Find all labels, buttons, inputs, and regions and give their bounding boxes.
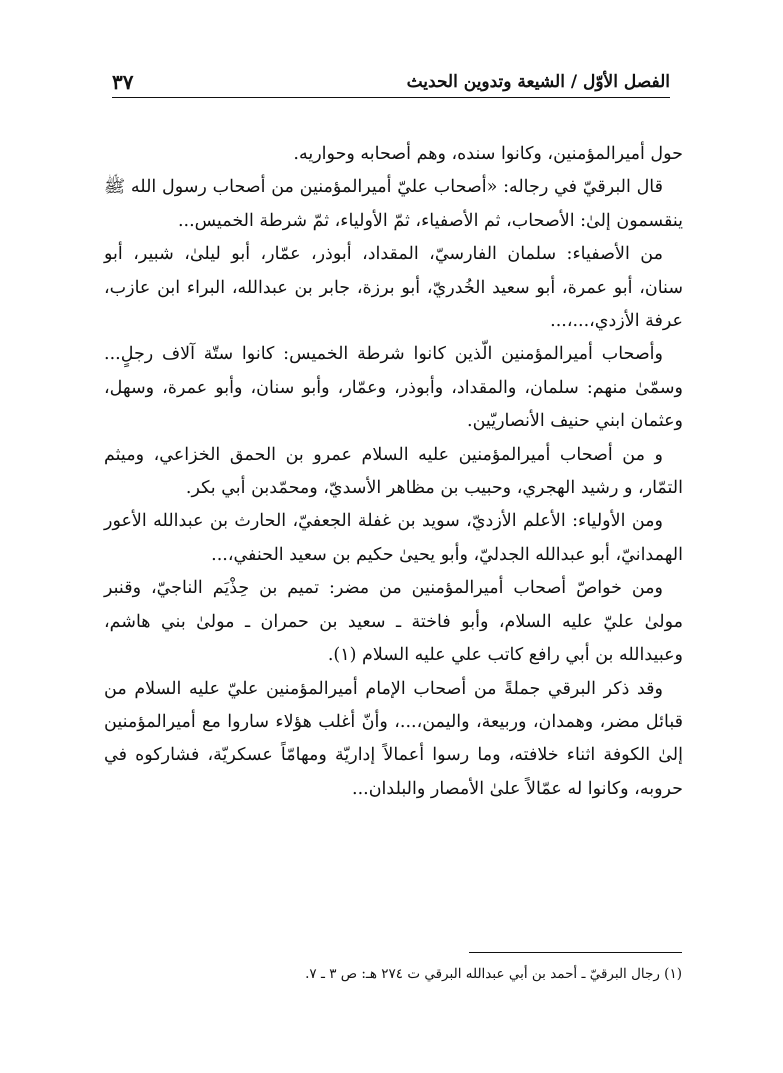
paragraph-shurtat-al-khamis: وأصحاب أميرالمؤمنين الّذين كانوا شرطة الخميس: كانوا ستّة آلاف رجلٍ... وسمّىٰ منهم: سلمان، والمقداد، وأبوذر، وعمّار، وأبو سنان، وأبو عمرة، وسهل، وعثمان ابني حنيف الأنصاريّين. (104, 344, 683, 432)
paragraph-hawl: حول أميرالمؤمنين، وكانوا سنده، وهم أصحابه وحواريه. (293, 144, 683, 164)
paragraph-ashab: و من أصحاب أميرالمؤمنين عليه السلام عمرو بن الحمق الخزاعي، وميثم التمّار، و رشيد الهجري، وحبيب بن مظاهر الأسديّ، ومحمّدبن أبي بكر. (104, 444, 683, 499)
paragraph-khawass: ومن خواصّ أصحاب أميرالمؤمنين من مضر: تميم بن حِذْيَم الناجيّ، وقنبر مولىٰ عليّ عليه السلام، وأبو فاختة ـ سعيد بن حمران ـ مولىٰ بني هاشم، وعبيدالله بن أبي رافع كاتب علي عليه السلام (١). (104, 578, 683, 666)
page-number: ٣٧ (112, 70, 134, 94)
header-rule (112, 97, 670, 98)
footnote: (١) رجال البرقيّ ـ أحمد بن أبي عبدالله البرقي ت ٢٧٤ هـ: ص ٣ ـ ٧. (305, 966, 682, 982)
running-header (112, 62, 670, 94)
paragraph-awliya: ومن الأولياء: الأعلم الأزديّ، سويد بن غفلة الجعفيّ، الحارث بن عبدالله الأعور الهمدانيّ، أبو عبدالله الجدليّ، وأبو يحيىٰ حكيم بن سعيد الحنفي،... (104, 511, 683, 565)
paragraph-barqi-quote: قال البرقيّ في رجاله: «أصحاب عليّ أميرالمؤمنين من أصحاب رسول الله ﷺ ينقسمون إلىٰ: الأصحاب، ثم الأصفياء، ثمّ الأولياء، ثمّ شرطة الخميس... (104, 177, 683, 231)
body-text (104, 138, 683, 806)
chapter-title: الفصل الأوّل / الشيعة وتدوين الحديث (406, 72, 670, 92)
paragraph-qabail: وقد ذكر البرقي جملةً من أصحاب الإمام أميرالمؤمنين عليّ عليه السلام من قبائل مضر، وهمدان، وربيعة، واليمن،...، وأنّ أغلب هؤلاء ساروا مع أميرالمؤمنين إلىٰ الكوفة اثناء خلافته، وما رسوا أعمالاً إداريّة ومهامّاً عسكريّة، فشاركوه في حروبه، وكانوا له عمّالاً علىٰ الأمصار والبلدان... (104, 678, 683, 799)
footnote-rule (469, 952, 682, 953)
paragraph-asfiya: من الأصفياء: سلمان الفارسيّ، المقداد، أبوذر، عمّار، أبو ليلىٰ، شبير، أبو سنان، أبو عمرة، أبو سعيد الخُدريّ، أبو برزة، جابر بن عبدالله، البراء ابن عازب، عرفة الأزدي،...،... (104, 244, 683, 332)
